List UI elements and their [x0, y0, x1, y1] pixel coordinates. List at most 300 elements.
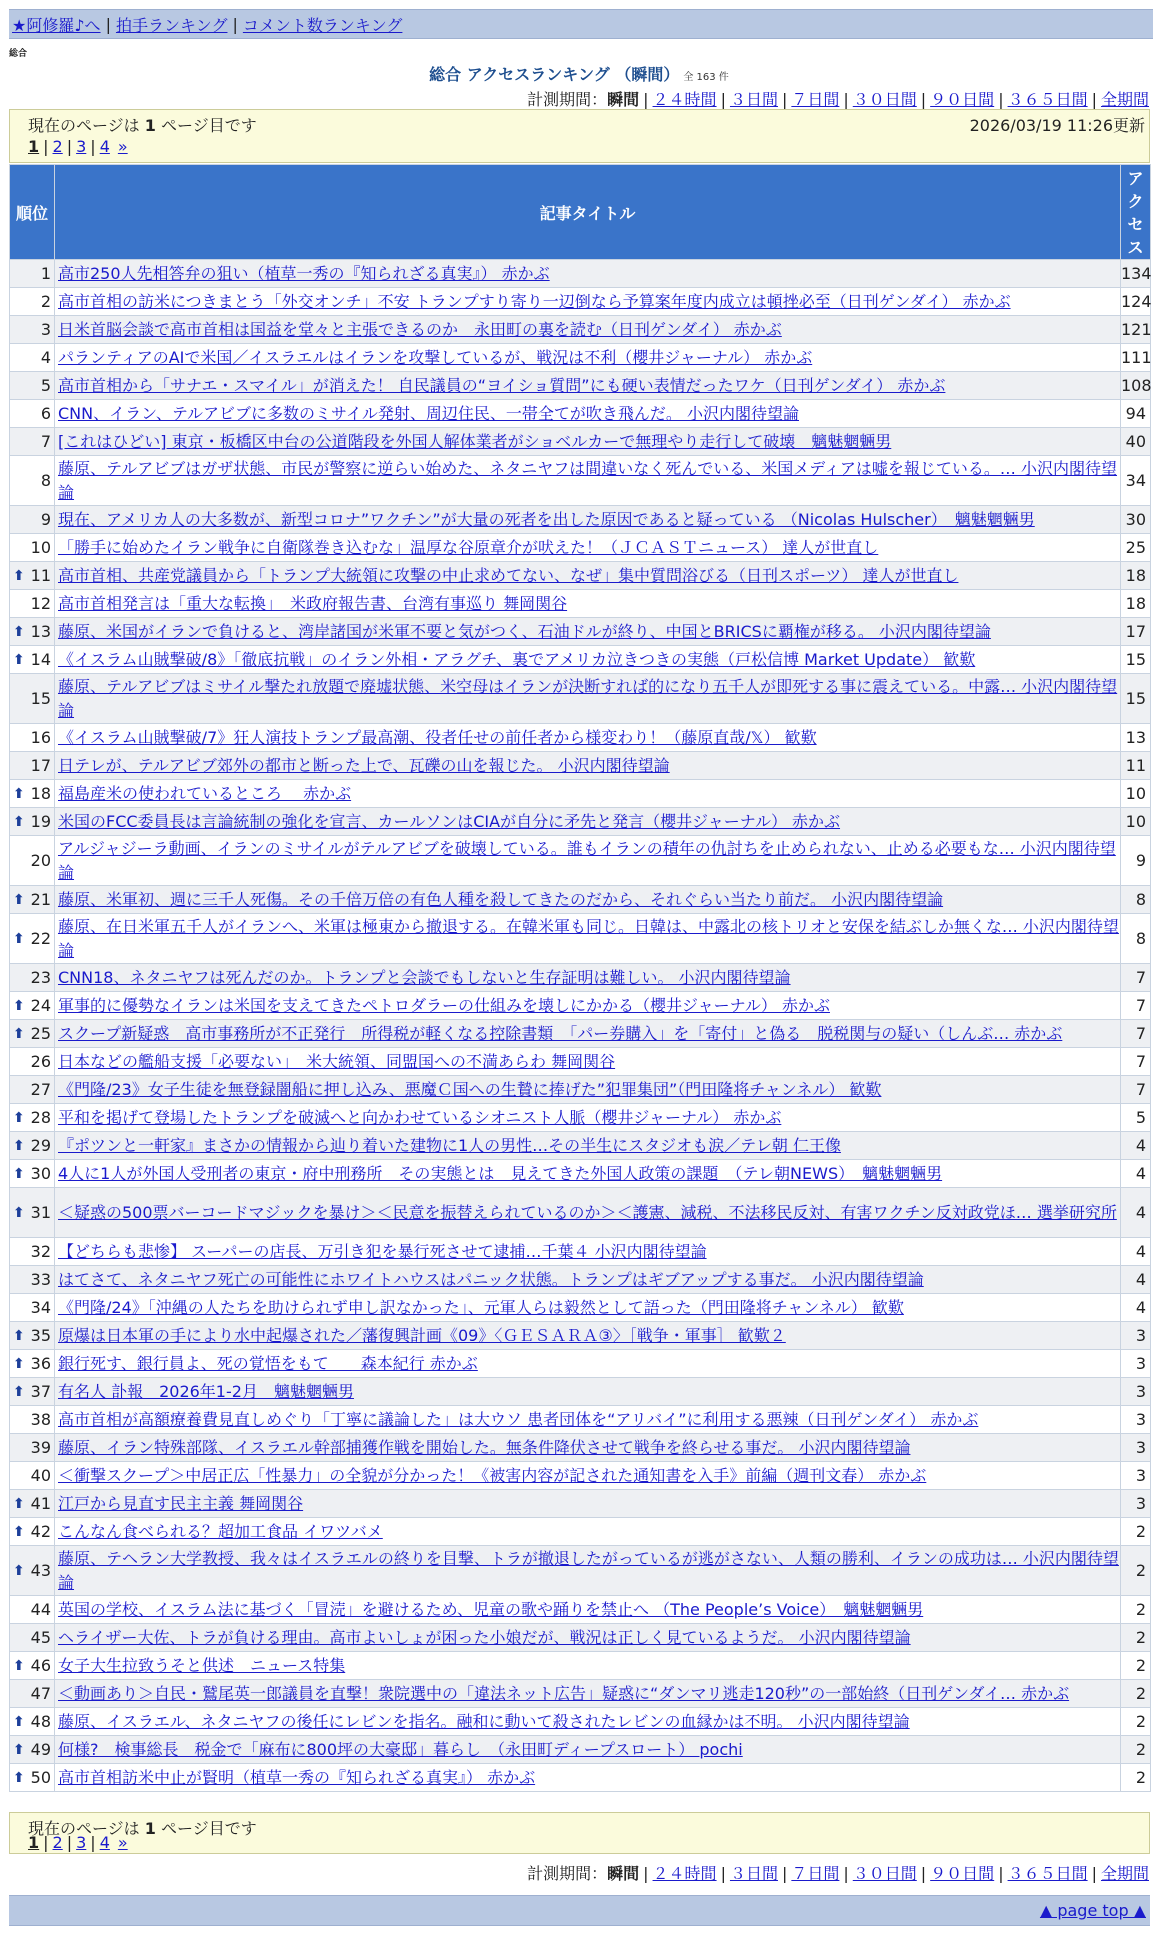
rank-number: 29	[30, 1136, 51, 1155]
rank-number: 38	[30, 1410, 51, 1429]
article-link[interactable]: CNN18、ネタニヤフは死んだのか。トランプと会談でもしないと生存証明は難しい。 小沢内閣待望論	[58, 967, 791, 987]
period-link-5[interactable]: ３６５日間	[1007, 1864, 1088, 1883]
article-link[interactable]: 高市首相が高額療養費見直しめぐり「丁寧に議論した」は大ウソ 患者団体を“アリバイ”に利用する悪辣（日刊ゲンダイ） 赤かぶ	[58, 1409, 979, 1429]
article-link[interactable]: 平和を掲げて登場したトランプを破滅へと向かわせているシオニスト人脈（櫻井ジャーナル） 赤かぶ	[58, 1107, 782, 1127]
rank-cell	[10, 780, 55, 808]
page-info-bottom	[9, 1812, 1150, 1854]
title-cell	[55, 674, 1121, 724]
home-link[interactable]: ★阿修羅♪へ	[12, 15, 101, 35]
access-count: 3	[1121, 1434, 1151, 1462]
table-row	[10, 1546, 1151, 1596]
article-link[interactable]: 高市首相の訪米につきまとう「外交オンチ」不安 トランプすり寄り一辺倒なら予算案年度内成立は頓挫必至（日刊ゲンダイ） 赤かぶ	[58, 291, 1011, 311]
period-separator: |	[643, 90, 649, 109]
rank-number: 42	[30, 1522, 51, 1541]
period-separator: |	[1091, 1864, 1097, 1883]
period-link-3[interactable]: ３０日間	[852, 1864, 917, 1883]
page-top-link[interactable]: ▲ page top ▲	[1039, 1901, 1146, 1920]
article-link[interactable]: 藤原、在日米軍五千人がイランへ、米軍は極東から撤退する。在韓米軍も同じ。日韓は、中露北の核トリオと安保を結ぶしか無くな… 小沢内閣待望論	[58, 916, 1119, 960]
title-cell	[55, 724, 1121, 752]
article-link[interactable]: 軍事的に優勢なイランは米国を支えてきたペトロダラーの仕組みを壊しにかかる（櫻井ジャーナル） 赤かぶ	[58, 995, 830, 1015]
title-cell	[55, 780, 1121, 808]
article-link[interactable]: 高市首相から「サナエ・スマイル」が消えた！ 自民議員の“ヨイショ質問”にも硬い表情だったワケ（日刊ゲンダイ） 赤かぶ	[58, 375, 946, 395]
access-count: 2	[1121, 1518, 1151, 1546]
title-cell	[55, 534, 1121, 562]
article-link[interactable]: 原爆は日本軍の手により水中起爆された／藩復興計画《09》〈ＧＥＳＡＲＡ③〉［戦争・軍事］ 歓歎２	[58, 1325, 786, 1345]
article-link[interactable]: 藤原、米国がイランで負けると、湾岸諸国が米軍不要と気がつく、石油ドルが終り、中国とBRICSに覇権が移る。 小沢内閣待望論	[58, 621, 991, 641]
title-cell	[55, 1596, 1121, 1624]
rank-cell	[10, 260, 55, 288]
nav-separator: |	[232, 14, 238, 34]
rank-cell	[10, 534, 55, 562]
access-count: 18	[1121, 562, 1151, 590]
rank-cell	[10, 1434, 55, 1462]
access-count: 3	[1121, 1490, 1151, 1518]
article-link[interactable]: 藤原、テヘラン大学教授、我々はイスラエルの終りを目撃、トラが撤退したがっているが逃がさない、人類の勝利、イランの成功は… 小沢内閣待望論	[58, 1548, 1119, 1592]
rank-cell	[10, 1596, 55, 1624]
rank-cell	[10, 1020, 55, 1048]
article-link[interactable]: 藤原、イスラエル、ネタニヤフの後任にレビンを指名。融和に動いて殺されたレビンの血縁かは不明。 小沢内閣待望論	[58, 1711, 910, 1731]
period-separator: |	[998, 90, 1004, 109]
article-link[interactable]: 「勝手に始めたイラン戦争に自衛隊巻き込むな」温厚な谷原章介が吠えた！（ＪＣＡＳＴニュース） 達人が世直し	[58, 537, 879, 557]
pager-top	[28, 137, 128, 156]
up-arrow-icon: ⬆	[13, 1562, 25, 1579]
period-current: 瞬間	[607, 90, 640, 109]
access-count: 15	[1121, 646, 1151, 674]
rank-number: 25	[30, 1024, 51, 1043]
title-cell	[55, 316, 1121, 344]
article-link[interactable]: 藤原、テルアビブはガザ状態、市民が警察に逆らい始めた、ネタニヤフは間違いなく死んでいる、米国メディアは嘘を報じている。… 小沢内閣待望論	[58, 458, 1118, 502]
table-row	[10, 724, 1151, 752]
article-link[interactable]: 江戸から見直す民主主義 舞岡関谷	[58, 1493, 304, 1513]
article-link[interactable]: 福島産米の使われているところ 赤かぶ	[58, 783, 352, 803]
rank-number: 22	[30, 929, 51, 948]
access-count: 2	[1121, 1680, 1151, 1708]
table-row	[10, 752, 1151, 780]
access-count: 4	[1121, 1294, 1151, 1322]
title-cell	[55, 1132, 1121, 1160]
rank-cell	[10, 1238, 55, 1266]
access-count: 8	[1121, 886, 1151, 914]
rank-cell	[10, 914, 55, 964]
rank-number: 14	[30, 650, 51, 669]
title-cell	[55, 1294, 1121, 1322]
access-count: 40	[1121, 428, 1151, 456]
ranking-table	[9, 164, 1151, 1792]
article-link[interactable]: 英国の学校、イスラム法に基づく「冒涜」を避けるため、児童の歌や踊りを禁止へ （The People’s Voice） 魑魅魍魎男	[58, 1599, 924, 1619]
title-cell	[55, 1266, 1121, 1294]
access-count: 8	[1121, 914, 1151, 964]
access-count: 4	[1121, 1160, 1151, 1188]
pager-page-4[interactable]: 4	[99, 137, 110, 156]
article-link[interactable]: 女子大生拉致うそと供述 ニュース特集	[58, 1655, 346, 1675]
pager-page-4[interactable]: 4	[99, 1833, 110, 1852]
table-row	[10, 1104, 1151, 1132]
title-cell	[55, 1048, 1121, 1076]
rank-number: 16	[30, 728, 51, 747]
top-nav-bar	[9, 9, 1153, 39]
table-row	[10, 618, 1151, 646]
title-cell	[55, 1238, 1121, 1266]
period-link-6[interactable]: 全期間	[1100, 1864, 1149, 1883]
access-header: アクセス	[1121, 165, 1151, 260]
rank-cell	[10, 752, 55, 780]
period-link-1[interactable]: ３日間	[729, 90, 778, 109]
bottom-bar	[9, 1895, 1150, 1926]
table-row	[10, 1490, 1151, 1518]
pager-separator: |	[66, 137, 73, 156]
rank-cell	[10, 562, 55, 590]
pager-next-link[interactable]: »	[117, 137, 128, 156]
pager-page-3[interactable]: 3	[76, 1833, 87, 1852]
table-row	[10, 1132, 1151, 1160]
rank-cell	[10, 964, 55, 992]
rank-number: 6	[40, 404, 51, 423]
article-link[interactable]: はてさて、ネタニヤフ死亡の可能性にホワイトハウスはパニック状態。トランプはギブアップする事だ。 小沢内閣待望論	[58, 1269, 924, 1289]
rank-number: 47	[30, 1684, 51, 1703]
period-link-6[interactable]: 全期間	[1100, 90, 1149, 109]
pager-next-link[interactable]: »	[117, 1833, 128, 1852]
title-cell	[55, 562, 1121, 590]
up-arrow-icon: ⬆	[13, 1523, 25, 1540]
period-separator: |	[643, 1864, 649, 1883]
rank-number: 13	[30, 622, 51, 641]
rank-cell	[10, 1350, 55, 1378]
article-link[interactable]: 【どちらも悲惨】 スーパーの店長、万引き犯を暴行死させて逮捕…千葉４ 小沢内閣待望論	[58, 1241, 707, 1261]
period-separator: |	[720, 1864, 726, 1883]
table-row	[10, 506, 1151, 534]
period-link-2[interactable]: ７日間	[791, 90, 840, 109]
rank-number: 35	[30, 1326, 51, 1345]
title-cell	[55, 914, 1121, 964]
ranking-table-body	[10, 260, 1151, 1792]
table-row	[10, 808, 1151, 836]
title-cell	[55, 836, 1121, 886]
article-link[interactable]: 何様? 検事総長 税金で「麻布に800坪の大豪邸」暮らし （永田町ディープスロート） pochi	[58, 1739, 743, 1759]
rank-number: 31	[30, 1203, 51, 1222]
rank-number: 43	[30, 1561, 51, 1580]
rank-number: 50	[30, 1768, 51, 1787]
article-link[interactable]: 日米首脳会談で高市首相は国益を堂々と主張できるのか 永田町の裏を読む（日刊ゲンダイ） 赤かぶ	[58, 319, 782, 339]
access-count: 10	[1121, 808, 1151, 836]
table-row	[10, 1294, 1151, 1322]
table-row	[10, 674, 1151, 724]
current-page-text: 現在のページは 1 ページ目です	[28, 1819, 257, 1838]
up-arrow-icon: ⬆	[13, 997, 25, 1014]
article-link[interactable]: 有名人 訃報 2026年1-2月 魑魅魍魎男	[58, 1381, 354, 1401]
table-row	[10, 260, 1151, 288]
title-cell	[55, 1434, 1121, 1462]
title-cell	[55, 808, 1121, 836]
rank-number: 11	[30, 566, 51, 585]
article-link[interactable]: 《門隆/24》「沖縄の人たちを助けられず申し訳なかった」、元軍人らは毅然として語った（門田隆将チャンネル） 歓歎	[58, 1297, 904, 1317]
title-cell	[55, 1160, 1121, 1188]
rank-number: 19	[30, 812, 51, 831]
up-arrow-icon: ⬆	[13, 813, 25, 830]
access-count: 4	[1121, 1238, 1151, 1266]
table-row	[10, 534, 1151, 562]
page-info-top	[9, 109, 1150, 163]
article-link[interactable]: 銀行死す、銀行員よ、死の覚悟をもて 森本紀行 赤かぶ	[58, 1353, 478, 1373]
access-count: 7	[1121, 1048, 1151, 1076]
rank-number: 20	[30, 851, 51, 870]
access-count: 2	[1121, 1546, 1151, 1596]
rank-cell	[10, 506, 55, 534]
article-link[interactable]: 日テレが、テルアビブ郊外の都市と断った上で、瓦礫の山を報じた。 小沢内閣待望論	[58, 755, 670, 775]
period-label: 計測期間：	[527, 1864, 608, 1883]
access-count: 9	[1121, 836, 1151, 886]
period-selector-bottom	[527, 1861, 1149, 1884]
access-count: 2	[1121, 1596, 1151, 1624]
article-link[interactable]: 高市250人先相答弁の狙い（植草一秀の『知られざる真実』） 赤かぶ	[58, 263, 550, 283]
rank-cell	[10, 1624, 55, 1652]
up-arrow-icon: ⬆	[13, 1165, 25, 1182]
table-row	[10, 316, 1151, 344]
article-link[interactable]: 高市首相発言は「重大な転換」 米政府報告書、台湾有事巡り 舞岡関谷	[58, 593, 568, 613]
pager-separator: |	[90, 137, 96, 156]
table-row	[10, 1624, 1151, 1652]
rank-number: 7	[40, 432, 51, 451]
table-row	[10, 1434, 1151, 1462]
access-count: 4	[1121, 1266, 1151, 1294]
title-cell	[55, 1104, 1121, 1132]
period-link-5[interactable]: ３６５日間	[1007, 90, 1088, 109]
article-link[interactable]: 高市首相訪米中止が賢明（植草一秀の『知られざる真実』） 赤かぶ	[58, 1767, 536, 1787]
title-cell	[55, 1680, 1121, 1708]
title-cell	[55, 344, 1121, 372]
page-title	[0, 62, 1158, 85]
article-link[interactable]: 藤原、イラン特殊部隊、イスラエル幹部捕獲作戦を開始した。無条件降伏させて戦争を終らせる事だ。 小沢内閣待望論	[58, 1437, 911, 1457]
period-label: 計測期間：	[527, 90, 608, 109]
article-link[interactable]: ＜衝撃スクープ＞中居正広「性暴力」の全貌が分かった！《被害内容が記された通知書を入手》前編（週刊文春） 赤かぶ	[58, 1465, 927, 1485]
title-cell	[55, 1350, 1121, 1378]
period-link-4[interactable]: ９０日間	[930, 1864, 995, 1883]
access-count: 30	[1121, 506, 1151, 534]
rank-cell	[10, 1048, 55, 1076]
table-row	[10, 646, 1151, 674]
table-row	[10, 562, 1151, 590]
period-separator: |	[843, 90, 849, 109]
table-row	[10, 456, 1151, 506]
article-link[interactable]: 《門隆/23》女子生徒を無登録闇船に押し込み、悪魔Ｃ国への生贄に捧げた”犯罪集団”（門田隆将チャンネル） 歓歎	[58, 1079, 882, 1099]
article-link[interactable]: こんなん食べられる？超加工食品 イワツバメ	[58, 1521, 383, 1541]
rank-number: 3	[40, 320, 51, 339]
access-count: 34	[1121, 456, 1151, 506]
up-arrow-icon: ⬆	[13, 785, 25, 802]
rank-cell	[10, 808, 55, 836]
up-arrow-icon: ⬆	[13, 1204, 25, 1221]
article-link[interactable]: パランティアのAIで米国／イスラエルはイランを攻撃しているが、戦況は不利（櫻井ジャーナル） 赤かぶ	[58, 347, 813, 367]
rank-number: 17	[30, 756, 51, 775]
access-count: 124	[1121, 288, 1151, 316]
rank-number: 9	[40, 510, 51, 529]
title-cell	[55, 752, 1121, 780]
title-cell	[55, 1518, 1121, 1546]
article-link[interactable]: 日本などの艦船支援「必要ない」 米大統領、同盟国への不満あらわ 舞岡関谷	[58, 1051, 616, 1071]
article-link[interactable]: アルジャジーラ動画、イランのミサイルがテルアビブを破壊している。誰もイランの積年の仇討ちを止められない、止める必要もな… 小沢内閣待望論	[58, 838, 1116, 882]
article-link[interactable]: 高市首相、共産党議員から「トランプ大統領に攻撃の中止求めてない、なぜ」集中質問浴びる（日刊スポーツ） 達人が世直し	[58, 565, 959, 585]
rank-number: 12	[30, 594, 51, 613]
title-cell	[55, 1546, 1121, 1596]
article-link[interactable]: [これはひどい] 東京・板橋区中台の公道階段を外国人解体業者がショベルカーで無理やり走行して破壊 魑魅魍魎男	[58, 431, 892, 451]
period-separator: |	[920, 1864, 927, 1883]
rank-cell	[10, 1546, 55, 1596]
article-link[interactable]: ＜動画あり＞自民・鷲尾英一郎議員を直撃！衆院選中の「違法ネット広告」疑惑に“ダンマリ逃走120秒”の一部始終（日刊ゲンダイ… 赤かぶ	[58, 1683, 1070, 1703]
table-row	[10, 964, 1151, 992]
rank-cell	[10, 316, 55, 344]
rank-cell	[10, 836, 55, 886]
pager-page-3[interactable]: 3	[76, 137, 87, 156]
table-row	[10, 1708, 1151, 1736]
access-count: 4	[1121, 1132, 1151, 1160]
rank-number: 1	[40, 264, 51, 283]
access-count: 17	[1121, 618, 1151, 646]
access-count: 18	[1121, 590, 1151, 618]
title-cell	[55, 992, 1121, 1020]
pager-current-page: 1	[28, 1833, 40, 1852]
current-page-text: 現在のページは 1 ページ目です	[28, 116, 257, 135]
title-cell	[55, 1490, 1121, 1518]
rank-cell	[10, 646, 55, 674]
up-arrow-icon: ⬆	[13, 1383, 25, 1400]
table-row	[10, 1266, 1151, 1294]
rank-number: 37	[30, 1382, 51, 1401]
article-link[interactable]: スクープ新疑惑 高市事務所が不正発行 所得税が軽くなる控除書類 「パー券購入」を「寄付」と偽る 脱税関与の疑い（しんぶ… 赤かぶ	[58, 1023, 1063, 1043]
rank-number: 28	[30, 1108, 51, 1127]
title-cell	[55, 506, 1121, 534]
period-link-0[interactable]: ２４時間	[652, 90, 717, 109]
access-count: 2	[1121, 1764, 1151, 1792]
title-cell	[55, 1708, 1121, 1736]
rank-cell	[10, 456, 55, 506]
up-arrow-icon: ⬆	[13, 1657, 25, 1674]
title-cell	[55, 1462, 1121, 1490]
access-count: 7	[1121, 1020, 1151, 1048]
clap-ranking-link[interactable]: 拍手ランキング	[115, 15, 228, 35]
up-arrow-icon: ⬆	[13, 623, 25, 640]
pager-bottom	[28, 1833, 128, 1852]
period-current: 瞬間	[607, 1864, 640, 1883]
table-row	[10, 1238, 1151, 1266]
table-row	[10, 288, 1151, 316]
rank-cell	[10, 590, 55, 618]
rank-number: 18	[30, 784, 51, 803]
up-arrow-icon: ⬆	[13, 1025, 25, 1042]
article-link[interactable]: 4人に1人が外国人受刑者の東京・府中刑務所 その実態とは 見えてきた外国人政策の課題 （テレ朝NEWS） 魑魅魍魎男	[58, 1163, 943, 1183]
access-count: 2	[1121, 1624, 1151, 1652]
access-count: 7	[1121, 992, 1151, 1020]
rank-number: 40	[30, 1466, 51, 1485]
period-link-1[interactable]: ３日間	[729, 1864, 778, 1883]
rank-cell	[10, 1764, 55, 1792]
access-count: 2	[1121, 1652, 1151, 1680]
title-cell	[55, 1020, 1121, 1048]
total-count: 全 163 件	[683, 72, 729, 83]
up-arrow-icon: ⬆	[13, 1495, 25, 1512]
access-count: 15	[1121, 674, 1151, 724]
period-link-0[interactable]: ２４時間	[652, 1864, 717, 1883]
rank-cell	[10, 288, 55, 316]
article-link[interactable]: 《イスラム山賊撃破/8》「徹底抗戦」のイラン外相・アラグチ、裏でアメリカ泣きつきの実態（戸松信博 Market Update） 歓歎	[58, 649, 976, 669]
pager-page-2[interactable]: 2	[52, 137, 63, 156]
period-selector-top	[527, 87, 1149, 110]
page-title-text: 総合 アクセスランキング （瞬間）	[429, 65, 680, 84]
up-arrow-icon: ⬆	[13, 567, 25, 584]
title-cell	[55, 456, 1121, 506]
title-cell	[55, 1624, 1121, 1652]
table-row	[10, 914, 1151, 964]
table-row	[10, 372, 1151, 400]
article-link[interactable]: ＜疑惑の500票バーコードマジックを暴け＞＜民意を振替えられているのか＞＜護憲、減税、不法移民反対、有害ワクチン反対政党ほ… 選挙研究所	[58, 1202, 1117, 1222]
rank-number: 39	[30, 1438, 51, 1457]
up-arrow-icon: ⬆	[13, 1769, 25, 1786]
rank-number: 8	[40, 471, 51, 490]
rank-number: 45	[30, 1628, 51, 1647]
table-row	[10, 1596, 1151, 1624]
period-link-3[interactable]: ３０日間	[852, 90, 917, 109]
section-label: 総合	[9, 49, 28, 59]
article-link[interactable]: 《イスラム山賊撃破/7》狂人演技トランプ最高潮、役者任せの前任者から様変わり！（藤原直哉/𝕏） 歓歎	[58, 727, 817, 747]
title-cell	[55, 964, 1121, 992]
article-link[interactable]: CNN、イラン、テルアビブに多数のミサイル発射、周辺住民、一帯全てが吹き飛んだ。 小沢内閣待望論	[58, 403, 799, 423]
rank-number: 5	[40, 376, 51, 395]
table-row	[10, 1188, 1151, 1238]
period-link-2[interactable]: ７日間	[791, 1864, 840, 1883]
access-count: 121	[1121, 316, 1151, 344]
rank-number: 33	[30, 1270, 51, 1289]
rank-cell	[10, 618, 55, 646]
pager-separator: |	[43, 1833, 49, 1852]
title-cell	[55, 1406, 1121, 1434]
table-row	[10, 1462, 1151, 1490]
access-count: 108	[1121, 372, 1151, 400]
rank-cell	[10, 1378, 55, 1406]
comment-ranking-link[interactable]: コメント数ランキング	[242, 15, 403, 35]
rank-cell	[10, 1462, 55, 1490]
rank-cell	[10, 1188, 55, 1238]
rank-header: 順位	[10, 165, 55, 260]
article-link[interactable]: 藤原、米軍初、週に三千人死傷。その千倍万倍の有色人種を殺してきたのだから、それぐらい当たり前だ。 小沢内閣待望論	[58, 889, 944, 909]
table-row	[10, 590, 1151, 618]
article-link[interactable]: ヘライザー大佐、トラが負ける理由。高市よいしょが困った小娘だが、戦況は正しく見ているようだ。 小沢内閣待望論	[58, 1627, 911, 1647]
article-link[interactable]: 現在、アメリカ人の大多数が、新型コロナ”ワクチン”が大量の死者を出した原因であると疑っている （Nicolas Hulscher） 魑魅魍魎男	[58, 509, 1035, 529]
access-count: 3	[1121, 1378, 1151, 1406]
period-separator: |	[998, 1864, 1004, 1883]
article-link[interactable]: 藤原、テルアビブはミサイル撃たれ放題で廃墟状態、米空母はイランが決断すれば的になり五千人が即死する事に震えている。中露… 小沢内閣待望論	[58, 676, 1118, 720]
title-header: 記事タイトル	[55, 165, 1121, 260]
rank-number: 49	[30, 1740, 51, 1759]
period-link-4[interactable]: ９０日間	[930, 90, 995, 109]
table-row	[10, 1020, 1151, 1048]
article-link[interactable]: 『ポツンと一軒家』まさかの情報から辿り着いた建物に1人の男性…その半生にスタジオも涙／テレ朝 仁王像	[58, 1135, 841, 1155]
up-arrow-icon: ⬆	[13, 1355, 25, 1372]
article-link[interactable]: 米国のFCC委員長は言論統制の強化を宣言、カールソンはCIAが自分に矛先と発言（櫻井ジャーナル） 赤かぶ	[58, 811, 841, 831]
title-cell	[55, 646, 1121, 674]
up-arrow-icon: ⬆	[13, 1713, 25, 1730]
period-separator: |	[843, 1864, 849, 1883]
table-row	[10, 1378, 1151, 1406]
access-count: 111	[1121, 344, 1151, 372]
period-separator: |	[920, 90, 927, 109]
table-row	[10, 1160, 1151, 1188]
access-count: 2	[1121, 1708, 1151, 1736]
rank-number: 26	[30, 1052, 51, 1071]
pager-separator: |	[66, 1833, 73, 1852]
pager-page-2[interactable]: 2	[52, 1833, 63, 1852]
rank-number: 23	[30, 968, 51, 987]
rank-number: 34	[30, 1298, 51, 1317]
rank-number: 27	[30, 1080, 51, 1099]
rank-number: 44	[30, 1600, 51, 1619]
